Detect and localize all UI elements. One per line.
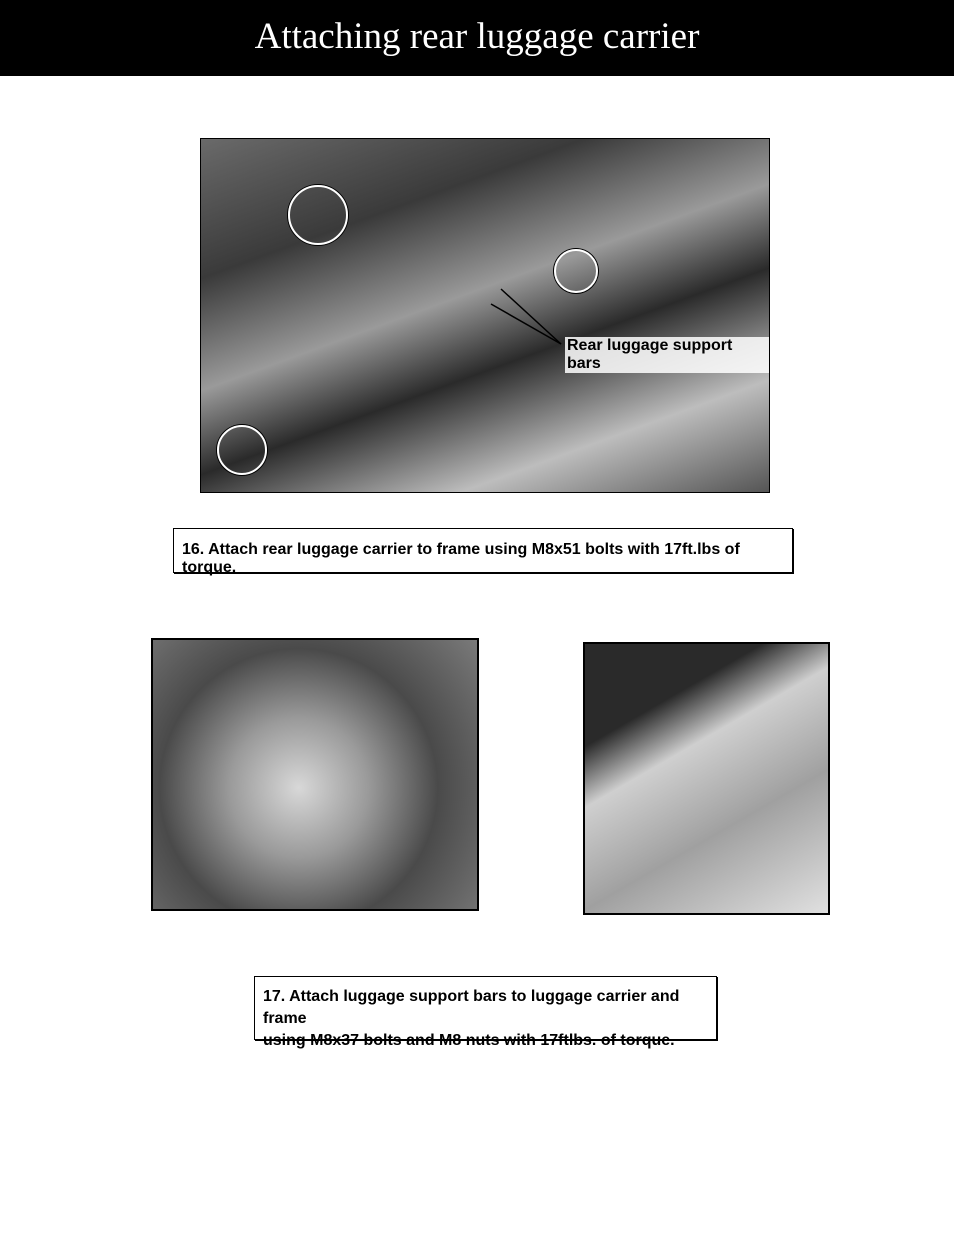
- step-17-instruction: [254, 976, 717, 1049]
- step-17-line-1: 17. Attach luggage support bars to luggage carrier and frame: [263, 988, 680, 1027]
- rear-luggage-carrier-photo: [200, 138, 770, 493]
- page-title: Attaching rear luggage carrier: [0, 0, 954, 76]
- frame-bolt-photo: [151, 638, 479, 911]
- step-16-instruction: 16. Attach rear luggage carrier to frame using M8x51 bolts with 17ft.lbs of torque.: [173, 528, 793, 573]
- callout-lines: [201, 139, 770, 493]
- carrier-nut-photo: [583, 642, 830, 915]
- support-bars-callout: Rear luggage support bars: [565, 337, 769, 373]
- step-17-line-2: using M8x37 bolts and M8 nuts with 17ftlbs. of torque.: [263, 1032, 675, 1049]
